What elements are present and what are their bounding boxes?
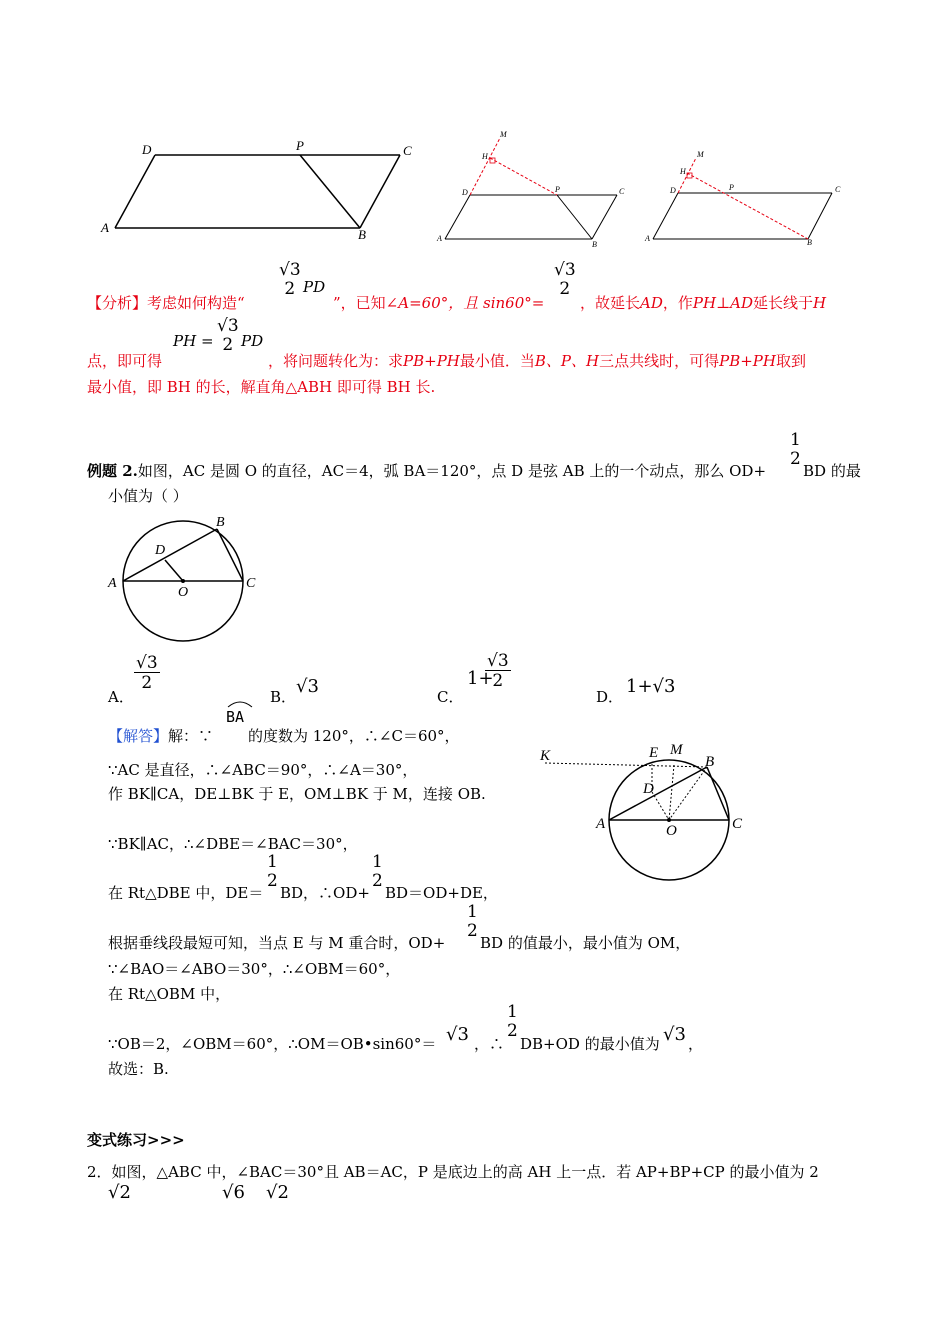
solution-sqrt3-1: √3 <box>446 1024 469 1045</box>
practice-root-1: √2 <box>108 1182 131 1203</box>
fig2-label-H: H <box>482 152 488 161</box>
analysis-line-1-b: ”，已知∠A=60°，且 sin60°= <box>333 294 545 312</box>
analysis-ph-lhs: PH = <box>173 332 214 350</box>
fig3-label-M: M <box>697 150 704 159</box>
fig1-label-C: C <box>403 143 412 158</box>
option-c-prefix[interactable]: 1+ <box>467 668 494 689</box>
analysis-line-2: 点，即可得 <box>87 352 163 370</box>
figure-circle-2 <box>535 740 760 885</box>
analysis-line-3: 最小值，即 BH 的长，解直角△ABH 即可得 BH 长. <box>87 378 436 396</box>
circle1-label-A: A <box>108 576 117 591</box>
solution-line-10: 故选：B. <box>108 1060 169 1078</box>
practice-root-2: √6 <box>222 1182 245 1203</box>
option-a-fraction[interactable]: $\frac{√3}{2}$ <box>136 653 158 693</box>
solution-line-4: ∵BK∥AC，∴∠DBE＝∠BAC＝30°， <box>108 835 358 853</box>
example-title: 例题 2. <box>87 462 138 480</box>
practice-root-3: √2 <box>266 1182 289 1203</box>
fig2-label-B: B <box>592 240 597 249</box>
circle1-label-O: O <box>178 585 189 600</box>
option-c-fraction[interactable]: $\frac{√3}{2}$ <box>487 651 509 691</box>
fig3-label-C: C <box>835 185 841 194</box>
solution-line-5-c: BD＝OD+DE， <box>385 884 498 902</box>
figure-parallelogram-2 <box>432 125 632 250</box>
figure-circle-1 <box>100 510 270 645</box>
analysis-line-1-c: ，故延长AD，作PH⊥AD延长线于H <box>580 294 827 312</box>
fig3-label-H: H <box>680 167 686 176</box>
circle1-label-D: D <box>155 543 166 558</box>
fig2-label-C: C <box>619 187 625 196</box>
solution-line-6-b: BD 的值最小，最小值为 OM， <box>480 934 691 952</box>
circle2-label-E: E <box>649 745 659 761</box>
solution-half-3: 1 2 <box>467 902 478 941</box>
solution-line-9-c: ，∴ <box>474 1035 505 1053</box>
fig2-label-D: D <box>462 188 468 197</box>
figure-parallelogram-1 <box>95 135 425 250</box>
analysis-ph-tail: PD <box>241 332 264 350</box>
circle2-label-A: A <box>596 816 606 832</box>
fig2-dashed <box>470 138 557 195</box>
solution-line-6-a: 根据垂线段最短可知，当点 E 与 M 重合时，OD+ <box>108 934 446 952</box>
solution-line-7: ∵∠BAO＝∠ABO＝30°，∴∠OBM＝60°， <box>108 960 401 978</box>
analysis-fraction-sin60: √3 2 <box>554 260 576 299</box>
solution-line-9-f: ， <box>688 1035 704 1053</box>
solution-line-1: 【解答】解：∵ <box>108 727 214 745</box>
fig2-label-P: P <box>555 185 560 194</box>
solution-line-2: ∵AC 是直径，∴∠ABC＝90°，∴∠A＝30°， <box>108 761 418 779</box>
fig3-label-D: D <box>670 186 676 195</box>
solution-half-2: 1 2 <box>372 852 383 891</box>
analysis-fraction-ph: √3 2 <box>217 316 239 355</box>
fig3-label-A: A <box>645 234 650 243</box>
example-question-line-2: 小值为（ ） <box>108 487 188 505</box>
analysis-tag: 【分析】 <box>87 294 148 312</box>
option-b-value[interactable]: √3 <box>296 676 319 697</box>
fig1-label-D: D <box>142 142 152 157</box>
circle2-label-K: K <box>540 748 551 764</box>
solution-line-5-b: BD，∴OD+ <box>280 884 370 902</box>
solution-half-4: 1 2 <box>507 1002 518 1041</box>
solution-arc-label: BA <box>226 700 254 726</box>
circle1-label-B: B <box>216 515 225 530</box>
circle2-label-O: O <box>666 823 677 839</box>
fig3-label-B: B <box>807 238 812 247</box>
circle1-label-C: C <box>246 576 256 591</box>
fig2-label-A: A <box>437 234 442 243</box>
solution-line-3: 作 BK∥CA，DE⊥BK 于 E，OM⊥BK 于 M，连接 OB. <box>108 785 486 803</box>
solution-line-5-a: 在 Rt△DBE 中，DE＝ <box>108 884 264 902</box>
analysis-fraction-sqrt3-over-2: √3 2 <box>279 260 301 299</box>
solution-line-9-a: ∵OB＝2，∠OBM＝60°，∴OM＝OB•sin60°＝ <box>108 1035 437 1053</box>
circle2-label-C: C <box>732 816 743 832</box>
solution-line-1-b: 的度数为 120°，∴∠C＝60°， <box>248 727 460 745</box>
analysis-line-2-b: ，将问题转化为：求PB+PH最小值．当B、P、H三点共线时，可得PB+PH取到 <box>268 352 806 370</box>
fig3-dashed <box>678 158 808 239</box>
solution-half-1: 1 2 <box>267 852 278 891</box>
solution-sqrt3-2: √3 <box>663 1024 686 1045</box>
fig1-lines <box>115 155 400 228</box>
fig2-lines <box>445 195 617 239</box>
fig1-label-B: B <box>358 227 366 242</box>
fig3-lines <box>653 193 832 239</box>
example-fraction-half: 1 2 <box>790 430 801 469</box>
fig3-label-P: P <box>729 183 734 192</box>
fig2-label-M: M <box>500 130 507 139</box>
solution-line-8: 在 Rt△OBM 中， <box>108 985 231 1003</box>
option-a-label[interactable]: A． <box>108 688 134 706</box>
practice-question-1: 2．如图，△ABC 中，∠BAC＝30°且 AB＝AC，P 是底边上的高 AH 上一点．若 AP+BP+CP 的最小值为 2 <box>87 1163 819 1181</box>
fig1-label-A: A <box>101 220 109 235</box>
figure-parallelogram-3 <box>640 145 850 250</box>
circle2-label-D: D <box>643 781 654 797</box>
option-d-label[interactable]: D． <box>596 688 624 706</box>
solution-tag: 【解答】 <box>108 727 169 745</box>
analysis-frac-tail: PD <box>303 278 326 296</box>
fig1-label-P: P <box>296 138 304 153</box>
example-question-line-1: 例题 2.如图，AC 是圆 O 的直径，AC＝4，弧 BA＝120°，点 D 是弦 AB 上的一个动点，那么 OD+ <box>87 462 767 480</box>
circle2-label-B: B <box>705 754 715 770</box>
circle2-label-M: M <box>670 742 683 758</box>
option-b-label[interactable]: B． <box>270 688 297 706</box>
solution-line-9-d: DB+OD 的最小值为 <box>520 1035 660 1053</box>
example-question-tail: BD 的最 <box>803 462 861 480</box>
practice-heading: 变式练习>>> <box>87 1131 185 1149</box>
analysis-line-1: 【分析】考虑如何构造“ <box>87 294 245 312</box>
option-c-label[interactable]: C． <box>437 688 464 706</box>
option-d-value[interactable]: 1+√3 <box>626 676 676 697</box>
